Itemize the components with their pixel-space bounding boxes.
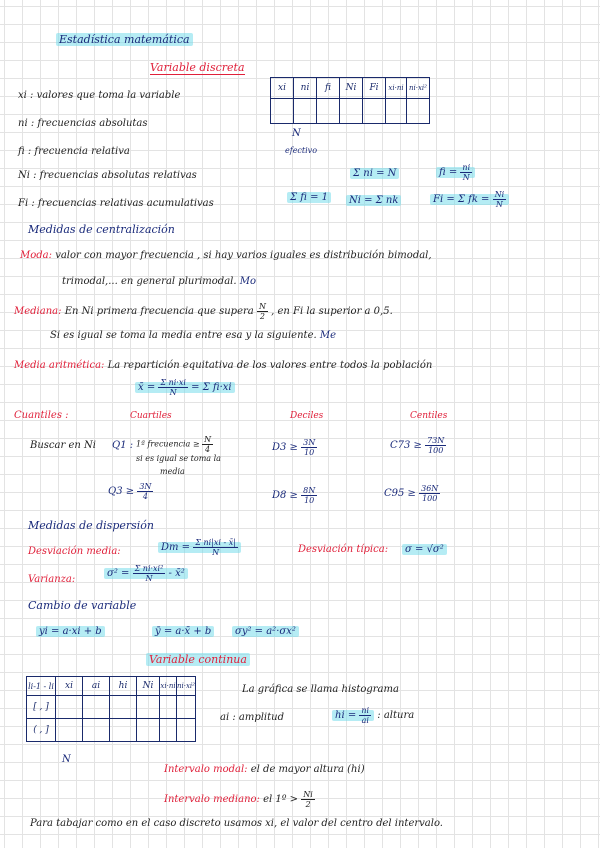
table-cell xyxy=(110,719,137,742)
discreta-table-header-row xyxy=(271,78,430,99)
table-header-cell: fi xyxy=(317,78,340,99)
table-cell xyxy=(363,99,386,124)
discreta-table-total: N xyxy=(292,128,301,139)
intervalo-mediano-fraction: $\frac{Ni}{2}$ xyxy=(303,790,313,809)
table-cell xyxy=(340,99,363,124)
media-label: Media aritmética: xyxy=(14,360,105,371)
continua-table-header-row xyxy=(27,677,196,696)
media-formula: x̄ = $\frac{\text{Σ ni·xi}}{N}$ = Σ fi·xi xyxy=(135,378,235,397)
table-cell xyxy=(177,696,196,719)
fi-formula: fi = $\frac{ni}{N}$ xyxy=(436,163,475,182)
footer-note: Para tabajar como en el caso discreto usamos xi, el valor del centro del intervalo. xyxy=(30,818,443,829)
d8-formula: D8 ≥ $\frac{8N}{10}$ xyxy=(272,486,316,505)
table-cell xyxy=(56,696,83,719)
amplitud-def: ai : amplitud xyxy=(220,712,284,723)
table-cell xyxy=(271,99,294,124)
def-xi: xi : valores que toma la variable xyxy=(18,90,181,101)
desviacion-tipica-formula: σ = √σ² xyxy=(402,544,447,556)
moda-label: Moda: xyxy=(20,250,52,261)
varianza-formula: σ² = $\frac{\text{Σ ni·xi²}}{N}$ - x̄² xyxy=(104,564,188,583)
intervalo-modal-text: el de mayor altura (hi) xyxy=(250,764,365,775)
table-header-cell: ai xyxy=(83,677,110,696)
discreta-heading: Variable discreta xyxy=(150,61,245,74)
page-title: Estadística matemática xyxy=(56,34,193,46)
cambio-heading: Cambio de variable xyxy=(28,599,137,612)
dispersion-heading: Medidas de dispersión xyxy=(28,519,155,532)
q3-formula: Q3 ≥ $\frac{3N}{4}$ xyxy=(108,482,152,501)
discreta-table xyxy=(270,77,430,124)
media-text: La repartición equitativa de los valores entre todos la población xyxy=(107,360,433,371)
table-cell xyxy=(110,696,137,719)
table-cell xyxy=(83,719,110,742)
desviacion-media-label: Desviación media: xyxy=(28,546,121,557)
moda-text: valor con mayor frecuencia , si hay varios iguales es distribución bimodal, xyxy=(55,250,432,261)
deciles-col: Deciles xyxy=(290,411,324,421)
cambio-formula-1: yi = a·xi + b xyxy=(36,626,105,638)
mediana-row xyxy=(14,302,393,321)
q1-rule: 1ª frecuencia ≥ $\frac{N}{4}$ xyxy=(136,435,212,454)
table-header-cell: xi xyxy=(56,677,83,696)
mediana-text-b: , en Fi la superior a 0,5. xyxy=(271,306,393,317)
def-Fi: Fi : frecuencias relativas acumulativas xyxy=(18,198,214,209)
table-cell xyxy=(83,696,110,719)
table-cell: ( , ] xyxy=(27,719,56,742)
cambio-formula-3: σy² = a²·σx² xyxy=(232,626,299,638)
moda-row xyxy=(20,250,432,262)
table-header-cell: ni xyxy=(294,78,317,99)
discreta-table-body-row xyxy=(271,99,430,124)
continua-table-row xyxy=(27,719,196,742)
varianza-label: Varianza: xyxy=(28,574,76,585)
histograma-note: La gráfica se llama histograma xyxy=(242,684,399,695)
q1-label: Q1 : xyxy=(112,440,134,451)
table-cell xyxy=(177,719,196,742)
moda-text-2: trimodal,... en general plurimodal. xyxy=(62,276,237,287)
table-header-cell: Fi xyxy=(363,78,386,99)
intervalo-mediano-label: Intervalo mediano: xyxy=(164,794,260,805)
table-header-cell: xi·ni xyxy=(386,78,407,99)
def-ni: ni : frecuencias absolutas xyxy=(18,118,148,129)
table-cell xyxy=(137,696,160,719)
table-header-cell: xi·ni xyxy=(160,677,177,696)
mediana-text: En Ni primera frecuencia que supera xyxy=(64,306,254,317)
table-header-cell: hi xyxy=(110,677,137,696)
c73-formula: C73 ≥ $\frac{73N}{100}$ xyxy=(390,436,445,455)
continua-table-row xyxy=(27,696,196,719)
c95-formula: C95 ≥ $\frac{36N}{100}$ xyxy=(384,484,439,503)
moda-row-2 xyxy=(62,276,256,288)
continua-heading: Variable continua xyxy=(146,654,250,666)
intervalo-modal-label: Intervalo modal: xyxy=(164,764,248,775)
mediana-mark: Me xyxy=(319,330,337,341)
mediana-text-2: Si es igual se toma la media entre esa y la siguiente. xyxy=(50,330,317,341)
def-fi: fi : frecuencia relativa xyxy=(18,146,130,157)
mediana-row-2 xyxy=(50,330,336,342)
table-header-cell: Ni xyxy=(340,78,363,99)
table-header-cell: Ni xyxy=(137,677,160,696)
table-cell: [ , ] xyxy=(27,696,56,719)
table-cell xyxy=(317,99,340,124)
continua-table-total: N xyxy=(62,754,71,765)
mediana-fraction: $\frac{N}{2}$ xyxy=(258,302,266,321)
Ni-formula: Ni = Σ nk xyxy=(346,195,401,207)
table-cell xyxy=(160,719,177,742)
table-header-cell: ni·xi² xyxy=(177,677,196,696)
cuartiles-col: Cuartiles xyxy=(130,411,172,421)
q1-note-2: media xyxy=(160,467,185,476)
table-cell xyxy=(407,99,430,124)
table-cell xyxy=(56,719,83,742)
continua-table xyxy=(26,676,196,742)
table-cell xyxy=(160,696,177,719)
intervalo-mediano-text: el 1º > xyxy=(263,794,299,805)
d3-formula: D3 ≥ $\frac{3N}{10}$ xyxy=(272,438,316,457)
altura-formula: hi = $\frac{ni}{ai}$ : altura xyxy=(332,706,414,725)
table-cell xyxy=(137,719,160,742)
intervalo-mediano-row xyxy=(164,790,315,809)
media-row xyxy=(14,360,432,372)
cambio-formula-2: ȳ = a·x̄ + b xyxy=(152,626,214,638)
table-header-cell: li-1 - li xyxy=(27,677,56,696)
centiles-col: Centiles xyxy=(410,411,448,421)
def-Ni: Ni : frecuencias absolutas relativas xyxy=(18,170,197,181)
desviacion-tipica-label: Desviación típica: xyxy=(298,544,389,555)
centralizacion-heading: Medidas de centralización xyxy=(28,223,175,236)
dm-formula: Dm = $\frac{\text{Σ ni|xi - x̄|}}{N}$ xyxy=(158,538,241,557)
moda-mark: Mo xyxy=(239,276,257,287)
discreta-table-total-note: efectivo xyxy=(285,146,318,155)
table-cell xyxy=(294,99,317,124)
Fi-formula: Fi = Σ fk = $\frac{Ni}{N}$ xyxy=(430,190,509,209)
buscar-en-Ni: Buscar en Ni xyxy=(30,440,96,451)
q1-note-1: si es igual se toma la xyxy=(136,454,221,463)
mediana-label: Mediana: xyxy=(14,306,62,317)
table-header-cell: xi xyxy=(271,78,294,99)
cuantiles-label: Cuantiles : xyxy=(14,410,69,421)
table-cell xyxy=(386,99,407,124)
intervalo-modal-row xyxy=(164,764,365,776)
table-header-cell: ni·xi² xyxy=(407,78,430,99)
sum-fi-formula: Σ fi = 1 xyxy=(287,192,331,204)
sum-ni-formula: Σ ni = N xyxy=(350,168,399,180)
